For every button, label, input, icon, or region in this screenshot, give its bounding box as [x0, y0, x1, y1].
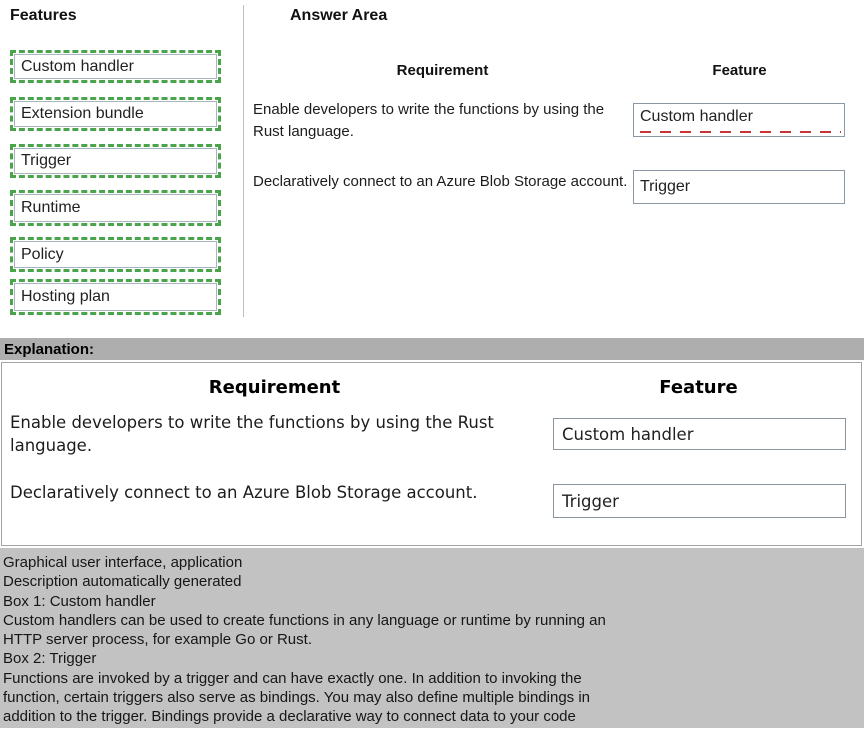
feature-chip-label: Hosting plan	[14, 283, 217, 311]
explanation-answer-value: Trigger	[562, 491, 619, 511]
feature-chip-label: Custom handler	[14, 54, 217, 79]
feature-chip-label: Runtime	[14, 194, 217, 222]
explanation-answer-value: Custom handler	[562, 424, 694, 444]
note-line: Box 2: Trigger	[3, 650, 97, 668]
feature-chip-extension-bundle[interactable]	[10, 97, 221, 131]
feature-chip-label: Policy	[14, 241, 217, 268]
feature-chip-custom-handler[interactable]	[10, 50, 221, 83]
requirement-text-rust: Enable developers to write the functions by using the Rust language.	[253, 101, 605, 140]
feature-chip-label: Trigger	[14, 148, 217, 174]
feature-chip-hosting-plan[interactable]	[10, 279, 221, 315]
note-line: function, certain triggers also serve as bindings. You may also define multiple bindings in	[3, 689, 591, 707]
explanation-answer-blob	[553, 484, 846, 518]
requirement-column-header: Requirement	[396, 62, 489, 79]
drop-target-value: Trigger	[640, 178, 691, 195]
note-line: Functions are invoked by a trigger and can have exactly one. In addition to invoking the	[3, 669, 582, 687]
explanation-answer-rust	[553, 418, 846, 450]
explanation-requirement-header: Requirement	[208, 377, 341, 398]
vertical-divider	[243, 5, 244, 317]
requirement-text-blob-storage: Declaratively connect to an Azure Blob Storage account.	[253, 173, 628, 190]
explanation-feature-header: Feature	[659, 377, 738, 398]
explanation-requirement-rust: Enable developers to write the functions by using the Rust language.	[10, 413, 494, 455]
note-line: Description automatically generated	[3, 573, 242, 591]
drop-target-blob-answer[interactable]	[633, 170, 845, 204]
answer-area-title: Answer Area	[290, 7, 388, 24]
note-line: HTTP server process, for example Go or Rust.	[3, 631, 312, 649]
drop-target-rust-answer[interactable]	[633, 103, 845, 137]
spellcheck-underline	[640, 131, 841, 133]
explanation-answer-card	[1, 362, 862, 546]
feature-column-header: Feature	[712, 62, 767, 79]
feature-chip-policy[interactable]	[10, 237, 221, 272]
note-line: Graphical user interface, application	[3, 554, 243, 571]
drop-target-value: Custom handler	[640, 108, 753, 125]
explanation-notes-section	[0, 548, 864, 728]
explanation-requirement-blob: Declaratively connect to an Azure Blob Storage account.	[10, 483, 478, 502]
note-line: Box 1: Custom handler	[3, 592, 156, 610]
feature-chip-label: Extension bundle	[14, 101, 217, 127]
explanation-label: Explanation:	[4, 340, 95, 358]
feature-chip-trigger[interactable]	[10, 144, 221, 178]
feature-chip-runtime[interactable]	[10, 190, 221, 226]
features-panel-title: Features	[10, 7, 77, 24]
note-line: Custom handlers can be used to create functions in any language or runtime by running an	[3, 611, 606, 629]
note-line: addition to the trigger. Bindings provide a declarative way to connect data to your code	[3, 708, 576, 726]
explanation-header-bar	[0, 338, 864, 360]
